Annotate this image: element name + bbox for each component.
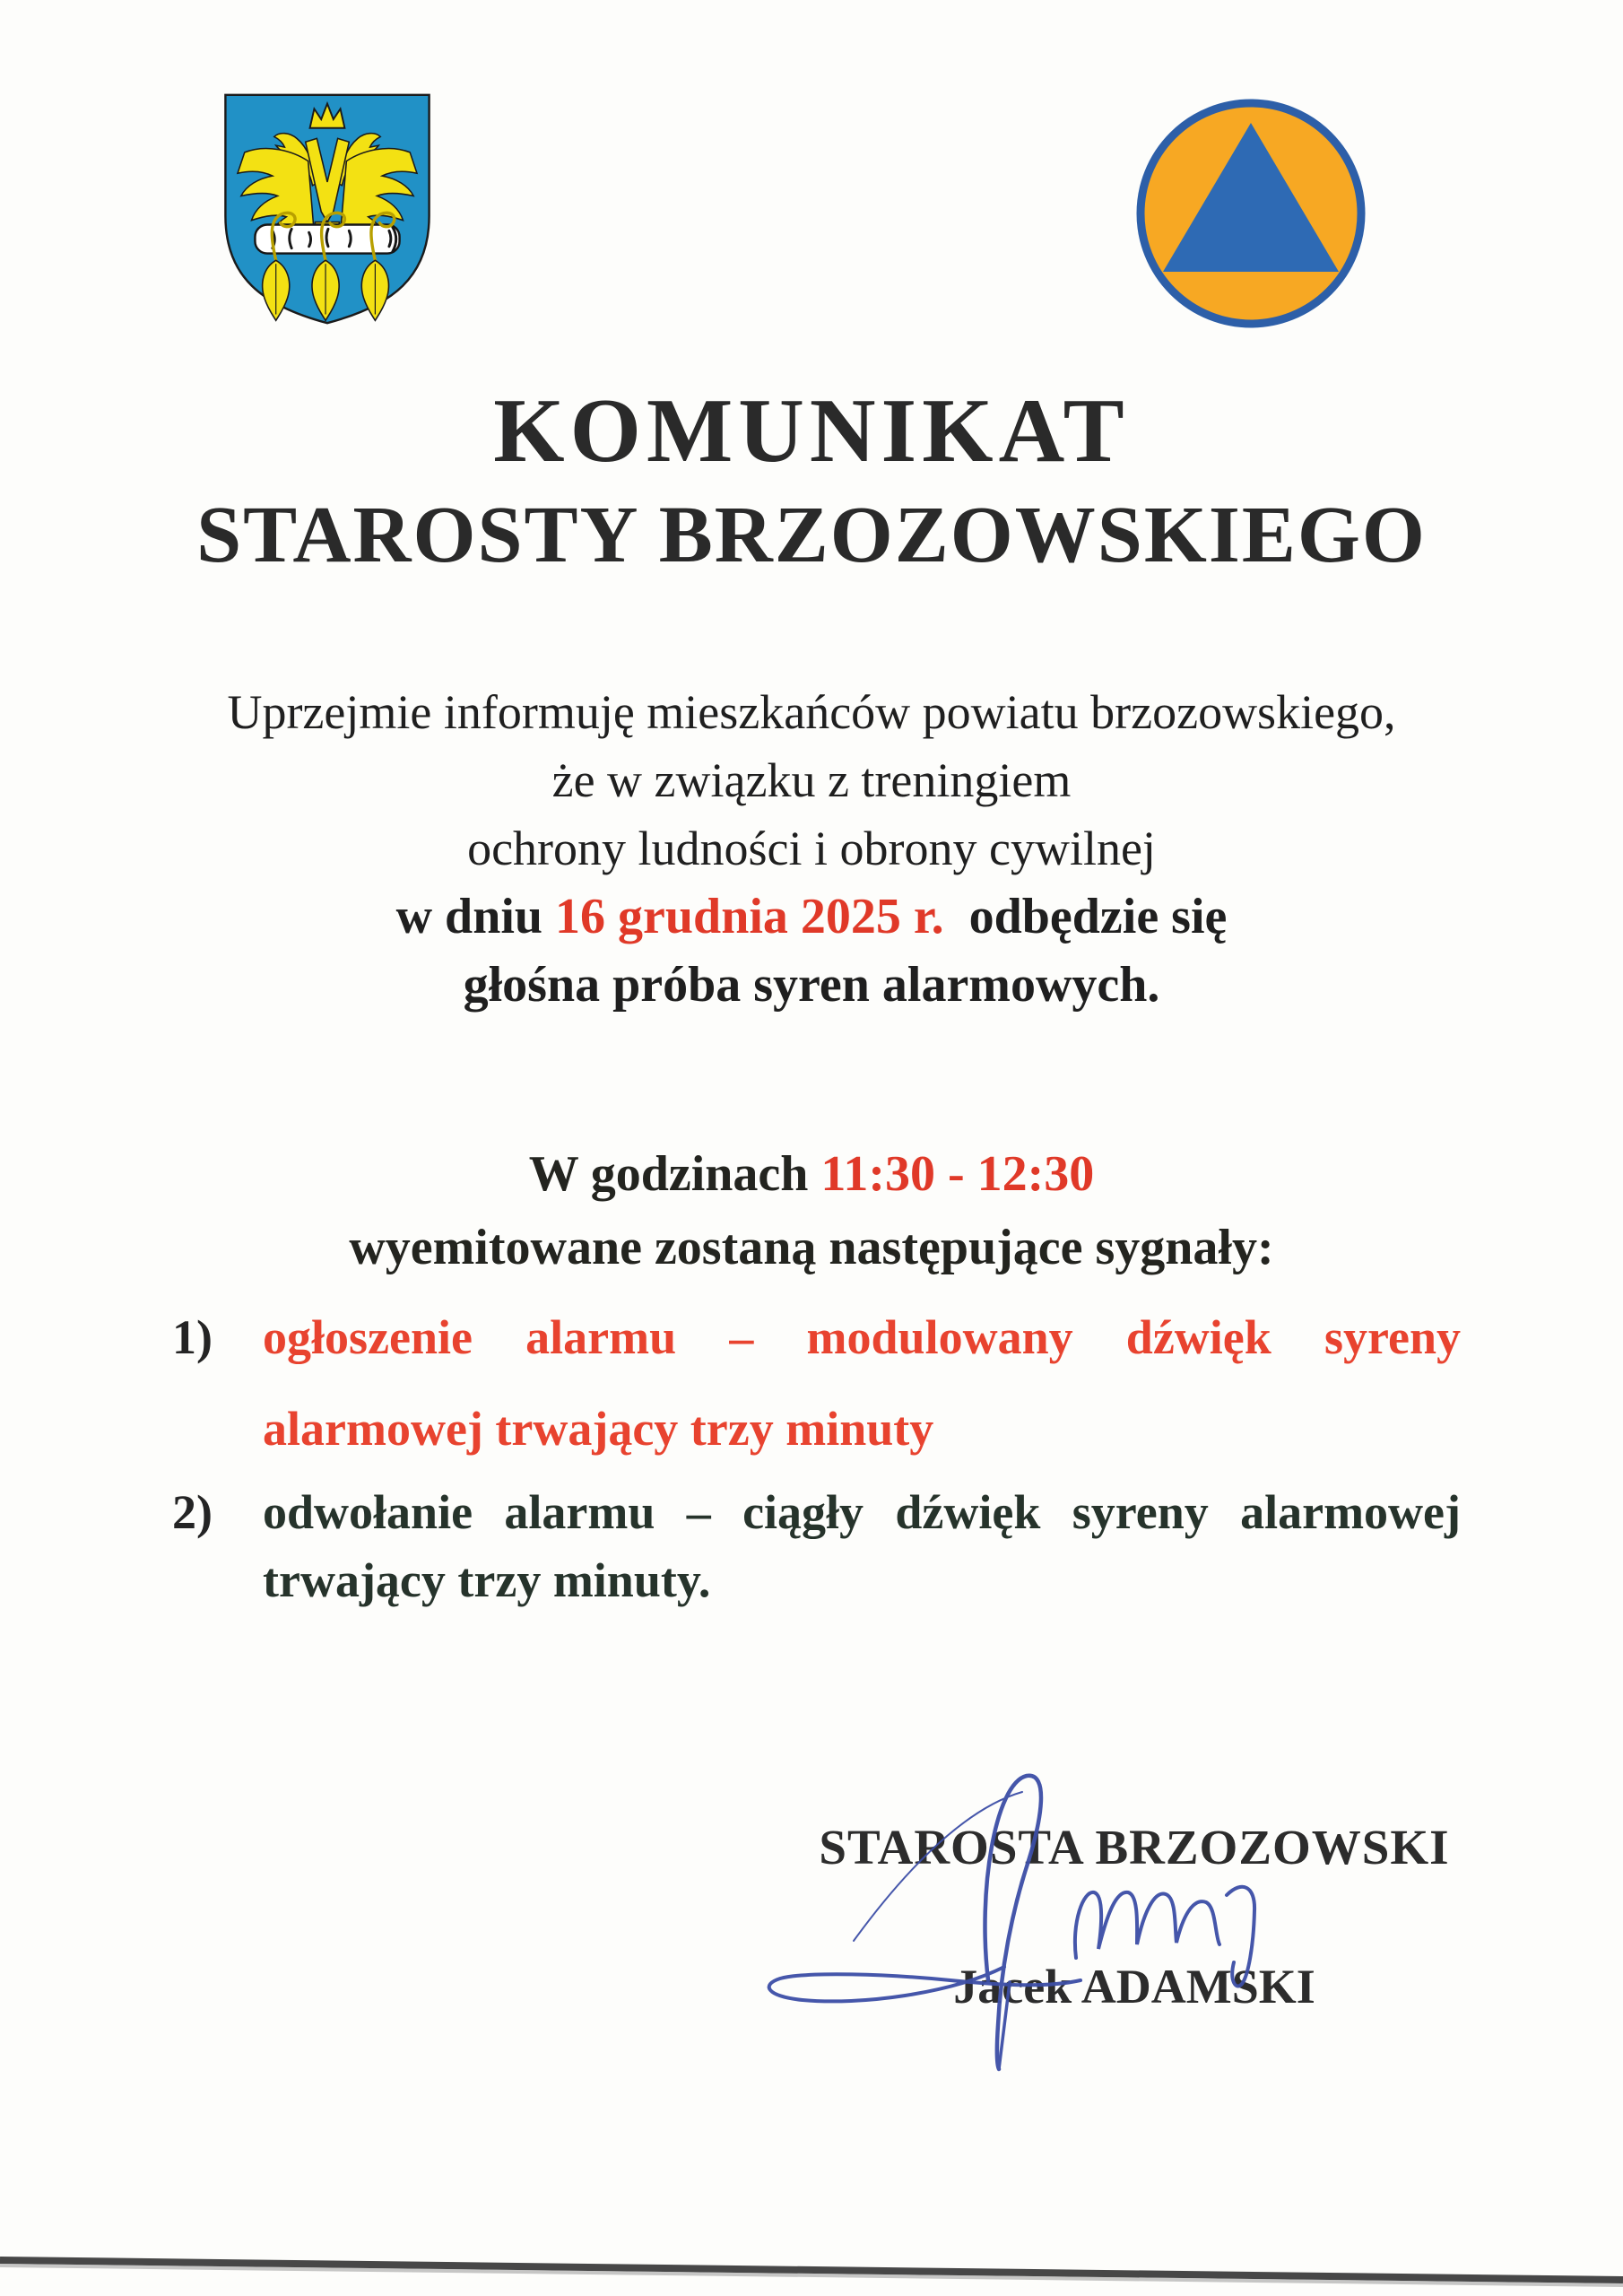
signature-name: Jacek ADAMSKI bbox=[953, 1960, 1315, 2013]
intro-line-2: że w związku z treningiem bbox=[551, 753, 1072, 807]
intro-date-line bbox=[0, 883, 1623, 951]
schedule-block bbox=[0, 1137, 1623, 1284]
intro-paragraph bbox=[0, 678, 1623, 1019]
time-range: 11:30 - 12:30 bbox=[820, 1146, 1095, 1202]
date-suffix: odbędzie się bbox=[943, 889, 1228, 944]
schedule-line-2: wyemitowane zostaną następujące sygnały: bbox=[349, 1220, 1274, 1275]
signal-1-number: 1) bbox=[172, 1310, 213, 1364]
signature-ink-icon bbox=[753, 1756, 1273, 2090]
signal-item-1 bbox=[172, 1292, 1461, 1474]
signal-2-line-2: trwający trzy minuty. bbox=[263, 1553, 711, 1607]
civil-defense-icon bbox=[1130, 96, 1372, 332]
signal-1-line-1: ogłoszenie alarmu – modulowany dźwięk syreny bbox=[263, 1310, 1461, 1364]
signal-item-2 bbox=[172, 1478, 1461, 1614]
signature-title: STAROSTA BRZOZOWSKI bbox=[819, 1820, 1450, 1874]
intro-line-5: głośna próba syren alarmowych. bbox=[463, 957, 1160, 1013]
time-prefix: W godzinach bbox=[528, 1146, 821, 1202]
page-subtitle: STAROSTY BRZOZOWSKIEGO bbox=[196, 491, 1427, 579]
coat-of-arms-icon bbox=[218, 90, 437, 329]
signal-1-line-2: alarmowej trwający trzy minuty bbox=[263, 1402, 934, 1456]
event-date: 16 grudnia 2025 r. bbox=[555, 889, 944, 944]
signal-2-number: 2) bbox=[172, 1485, 213, 1539]
intro-line-3: ochrony ludności i obrony cywilnej bbox=[467, 822, 1156, 875]
scan-edge-line bbox=[0, 2240, 1623, 2296]
schedule-time-line bbox=[0, 1137, 1623, 1211]
page-title: KOMUNIKAT bbox=[493, 380, 1130, 482]
date-prefix: w dniu bbox=[395, 889, 556, 944]
signal-2-line-1: odwołanie alarmu – ciągły dźwięk syreny alarmowej bbox=[263, 1485, 1461, 1539]
intro-line-1: Uprzejmie informuję mieszkańców powiatu brzozowskiego, bbox=[227, 685, 1396, 739]
